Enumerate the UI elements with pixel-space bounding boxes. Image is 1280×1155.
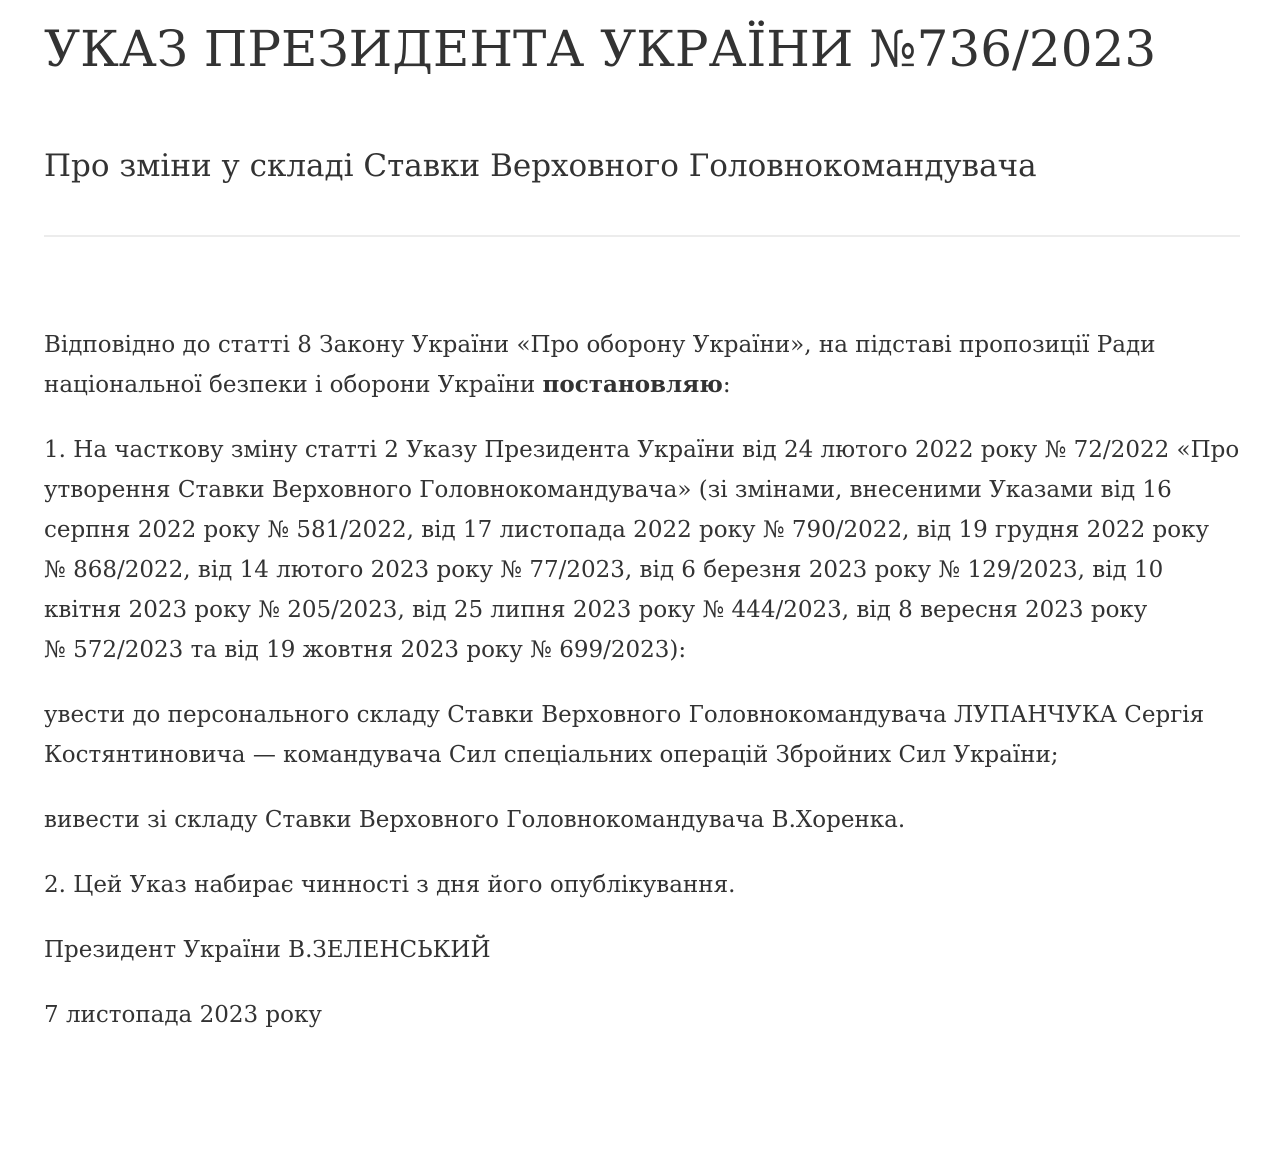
clause-add-paragraph: увести до персонального складу Ставки Верховного Головнокомандувача ЛУПАНЧУКА Сергія Костянтиновича — командувача Сил спеціальних операцій Збройних Сил України;	[44, 702, 1205, 768]
preamble-lead: Відповідно до статті 8 Закону України «Про оборону України», на підставі пропозиції Ради національної безпеки і оборони України	[44, 332, 1156, 398]
preamble-emphasis: постановляю	[542, 371, 723, 398]
signature-line: Президент України В.ЗЕЛЕНСЬКИЙ	[44, 937, 491, 963]
document-body	[44, 325, 1240, 1035]
article-2-paragraph: 2. Цей Указ набирає чинності з дня його опублікування.	[44, 872, 736, 898]
date-line: 7 листопада 2023 року	[44, 1002, 322, 1028]
article-1-paragraph: 1. На часткову зміну статті 2 Указу Президента України від 24 лютого 2022 року № 72/2022 «Про утворення Ставки Верховного Головнокомандувача» (зі змінами, внесеними Указами від 16 серпня 2022 року № 581/2022, від 17 листопада 2022 року № 790/2022, від 19 грудня 2022 року № 868/2022, від 14 лютого 2023 року № 77/2023, від 6 березня 2023 року № 129/2023, від 10 квітня 2023 року № 205/2023, від 25 липня 2023 року № 444/2023, від 8 вересня 2023 року № 572/2023 та від 19 жовтня 2023 року № 699/2023):	[44, 437, 1240, 663]
decree-document	[0, 16, 1280, 1155]
preamble-paragraph	[44, 325, 1240, 405]
clause-remove-paragraph: вивести зі складу Ставки Верховного Головнокомандувача В.Хоренка.	[44, 807, 906, 833]
divider	[44, 235, 1240, 237]
document-subtitle: Про зміни у складі Ставки Верховного Головнокомандувача	[44, 148, 1037, 184]
page-title: УКАЗ ПРЕЗИДЕНТА УКРАЇНИ №736/2023	[44, 20, 1157, 78]
preamble-tail: :	[722, 372, 731, 398]
